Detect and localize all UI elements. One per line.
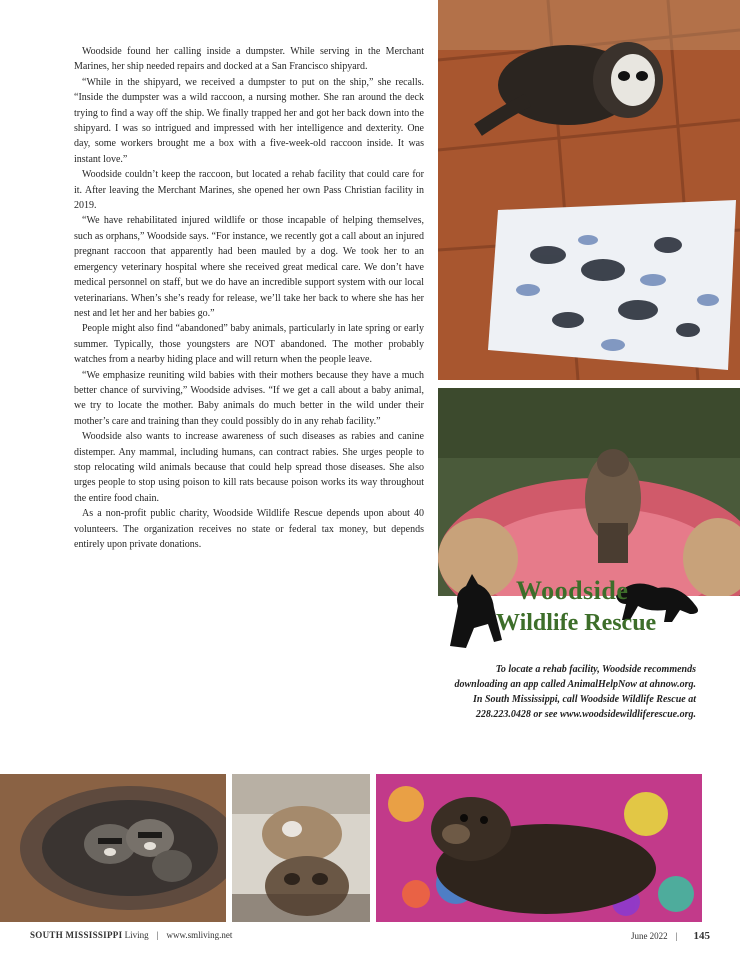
woodside-logo [444,566,704,656]
raccoon-pool-photo [438,388,740,596]
article-paragraph: Woodside couldn’t keep the raccoon, but located a rehab facility that could care for it. After leaving the Merchant Marines, she opened her own Pass Christian facility in 2019. [74,169,424,212]
publication-name: SOUTH MISSISSIPPI [30,930,123,940]
otter-photo [376,774,702,922]
logo-title-line1: Woodside [516,576,629,605]
footer-publication [30,930,232,940]
article-body [74,44,424,552]
raccoon-kits-photo [0,774,226,922]
issue-date: June 2022 [630,931,668,941]
article-paragraph: As a non-profit public charity, Woodside Wildlife Rescue depends upon about 40 volunteers. The organization receives no state or federal tax money, but depends entirely upon private donations. [74,508,424,550]
sidebar-note: To locate a rehab facility, Woodside recommends downloading an app called AnimalHelpNow at ahnow.org. In South Mississippi, call Woodside Wildlife Rescue at 228.223.0428 or see www.woodsidewildliferescue.org. [454,664,696,720]
baby-animals-photo [232,774,370,922]
publication-name-suffix: Living [122,930,149,940]
page-number: 145 [693,930,710,942]
article-paragraph: “While in the shipyard, we received a dumpster to put on the ship,” she recalls. “Inside the dumpster was a wild raccoon, a nursing mother. She ran around the deck trying to find a way off the ship. We finally trapped her and got her back down into the shipyard. I was so intrigued and impressed with her intelligence and dexterity. One day, some workers brought me a box with a five-week-old raccoon inside. It was instant love.” [74,76,424,165]
article-paragraph: Woodside found her calling inside a dumpster. While serving in the Merchant Marines, her ship needed repairs and docked at a San Francisco shipyard. [74,46,424,73]
footer-separator: | [675,931,678,941]
logo-title-line2: Wildlife Rescue [496,610,657,636]
page-footer [30,928,710,944]
footer-separator: | [156,930,159,940]
raccoon-painting-photo [438,0,740,380]
article-paragraph: People might also find “abandoned” baby animals, particularly in late spring or early summer. Typically, those youngsters are NOT abandoned. The mother probably watches from a nearby hiding place and will return when the people leave. [74,323,424,366]
footer-website: www.smliving.net [166,930,233,940]
article-paragraph: Woodside also wants to increase awareness of such diseases as rabies and canine distemper. Any mammal, including humans, can contract rabies. She urges people to stop relocating wild animals because that could help spread those diseases. She also urges people to stop using poison to kill rats because poison works its way throughout the entire food chain. [74,431,424,504]
footer-issue [631,930,710,942]
article-paragraph: “We emphasize reuniting wild babies with their mothers because they have a much better chance of surviving,” Woodside advises. “If we get a call about a baby animal, we try to locate the mother. Baby animals do much better in the wild under their mother’s care and training than they could possibly do in any rehab facility.” [74,369,424,427]
article-paragraph: “We have rehabilitated injured wildlife or those incapable of helping themselves, such as orphans,” Woodside says. “For instance, we recently got a call about an injured pregnant raccoon that apparently had been mauled by a dog. We took her to an emergency veterinary hospital where she received great medical care. We don’t have medical personnel on staff, but we do have an incredible support system with our local veterinarians. When’s she’s ready for release, we’ll take her back to where she has her nest and let her and her babies go.” [74,215,424,319]
